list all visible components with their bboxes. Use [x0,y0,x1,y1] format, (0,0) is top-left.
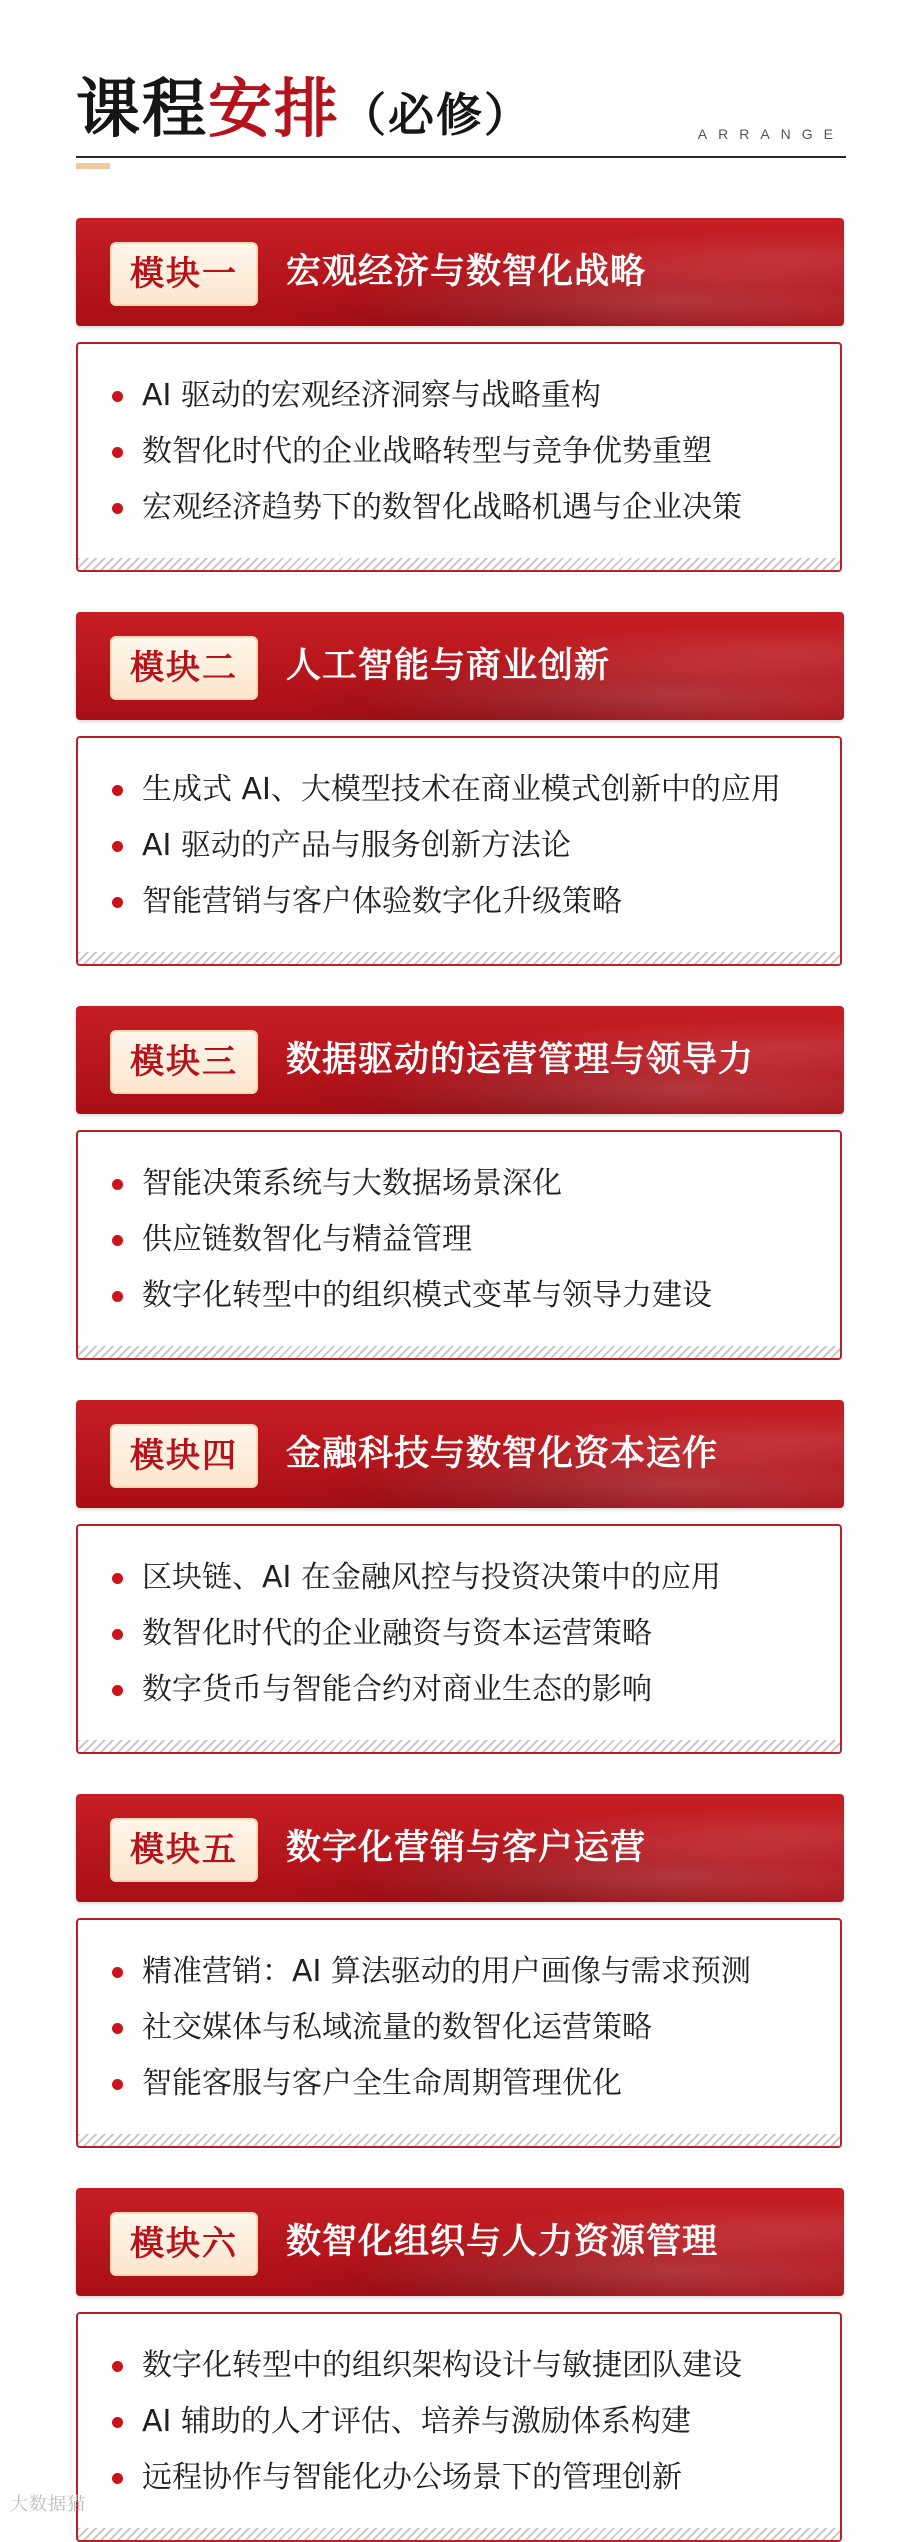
module-6-header [76,2188,844,2296]
module-6-badge: 模块六 [110,2212,258,2276]
module-2-header [76,612,844,720]
title-part-2: 安排 [208,72,340,147]
list-item: AI 驱动的宏观经济洞察与战略重构 [110,368,742,424]
module-1-badge: 模块一 [110,242,258,306]
list-item: 数字化转型中的组织模式变革与领导力建设 [110,1268,712,1324]
module-4-list [110,1550,721,1718]
module-2-badge: 模块二 [110,636,258,700]
list-item: 生成式 AI、大模型技术在商业模式创新中的应用 [110,762,781,818]
module-4-header [76,1400,844,1508]
module-3-header [76,1006,844,1114]
list-item: 智能营销与客户体验数字化升级策略 [110,874,781,930]
module-5-title: 数字化营销与客户运营 [286,1828,647,1868]
list-item: 数字货币与智能合约对商业生态的影响 [110,1662,721,1718]
watermark: 大数据猫 [10,2494,86,2515]
list-item: 数智化时代的企业战略转型与竞争优势重塑 [110,424,742,480]
module-2-title: 人工智能与商业创新 [286,646,611,686]
module-3-list [110,1156,712,1324]
module-1-title: 宏观经济与数智化战略 [286,252,647,292]
module-1-body [76,342,842,572]
list-item: 智能客服与客户全生命周期管理优化 [110,2056,751,2112]
module-5-badge: 模块五 [110,1818,258,1882]
module-5-list [110,1944,751,2112]
module-3-title: 数据驱动的运营管理与领导力 [286,1040,755,1080]
list-item: 区块链、AI 在金融风控与投资决策中的应用 [110,1550,721,1606]
list-item: AI 驱动的产品与服务创新方法论 [110,818,781,874]
list-item: 数智化时代的企业融资与资本运营策略 [110,1606,721,1662]
module-2-body [76,736,842,966]
list-item: 远程协作与智能化办公场景下的管理创新 [110,2450,742,2506]
list-item: 精准营销：AI 算法驱动的用户画像与需求预测 [110,1944,751,2000]
list-item: 供应链数智化与精益管理 [110,1212,712,1268]
list-item: 社交媒体与私域流量的数智化运营策略 [110,2000,751,2056]
hatch-divider [78,2528,840,2540]
list-item: 智能决策系统与大数据场景深化 [110,1156,712,1212]
hatch-divider [78,952,840,964]
module-6-title: 数智化组织与人力资源管理 [286,2222,719,2262]
hatch-divider [78,1346,840,1358]
module-4-badge: 模块四 [110,1424,258,1488]
module-5-header [76,1794,844,1902]
header-divider [76,156,846,158]
module-6-list [110,2338,742,2506]
module-4-body [76,1524,842,1754]
page-title [76,70,532,155]
module-5-body [76,1918,842,2148]
module-2-list [110,762,781,930]
header-accent-bar [76,163,110,169]
module-3-body [76,1130,842,1360]
module-6-body [76,2312,842,2542]
list-item: 宏观经济趋势下的数智化战略机遇与企业决策 [110,480,742,536]
module-4-title: 金融科技与数智化资本运作 [286,1434,719,1474]
page-header [76,70,846,170]
list-item: 数字化转型中的组织架构设计与敏捷团队建设 [110,2338,742,2394]
title-part-1: 课程 [76,72,208,147]
hatch-divider [78,2134,840,2146]
hatch-divider [78,1740,840,1752]
module-3-badge: 模块三 [110,1030,258,1094]
list-item: AI 辅助的人才评估、培养与激励体系构建 [110,2394,742,2450]
module-1-header [76,218,844,326]
english-subtitle: ARRANGE [697,126,844,142]
hatch-divider [78,558,840,570]
module-1-list [110,368,742,536]
title-subtitle: （必修） [340,88,532,142]
